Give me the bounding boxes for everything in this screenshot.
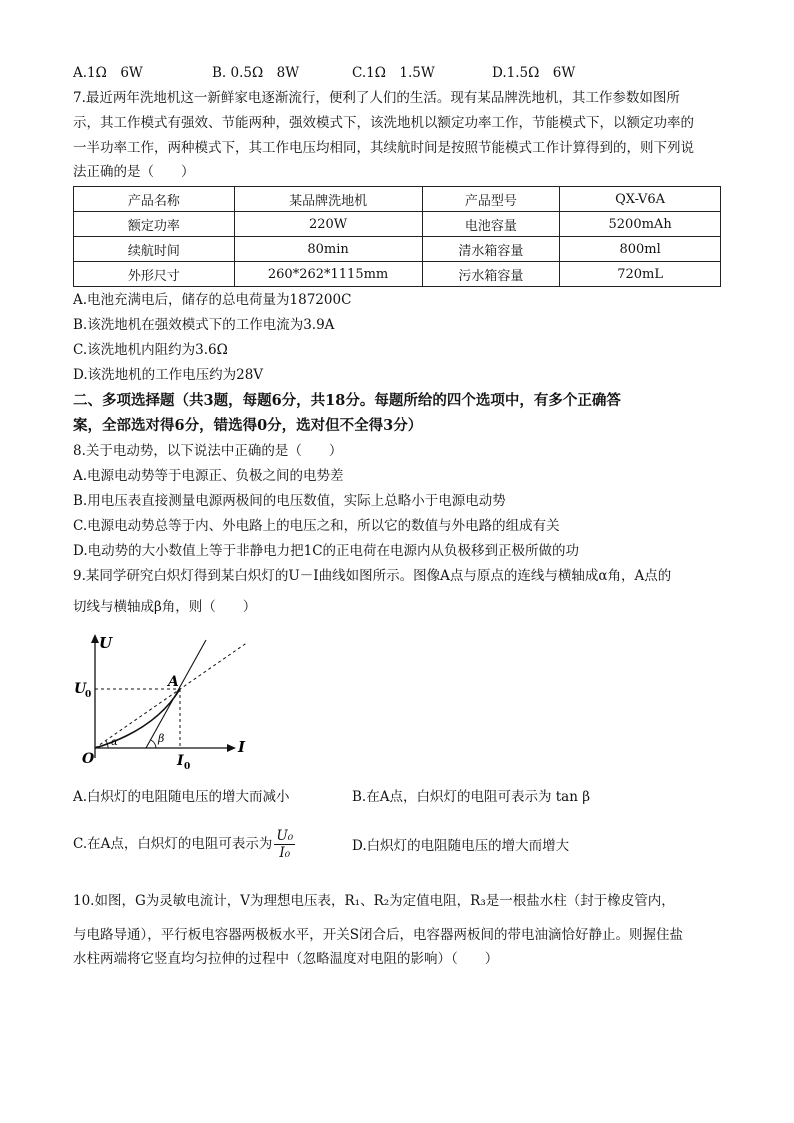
q7-stem-line-1: 7.最近两年洗地机这一新鲜家电逐渐流行，便利了人们的生活。现有某品牌洗地机，其工作参数如图所 xyxy=(73,90,680,106)
u-axis-arrow xyxy=(91,634,99,643)
q10-stem-line-3: 水柱两端将它竖直均匀拉伸的过程中（忽略温度对电阻的影响）（ ） xyxy=(73,951,499,967)
q7-option-d: D.该洗地机的工作电压约为28V xyxy=(73,367,264,383)
i0-label: I xyxy=(177,753,184,769)
origin-label: O xyxy=(82,751,95,767)
q10-stem-line-1: 10.如图，G为灵敏电流计，V为理想电压表，R₁、R₂为定值电阻，R₃是一根盐水柱（封于橡皮管内， xyxy=(73,893,675,909)
table-cell: 额定功率 xyxy=(74,212,235,237)
q6-option-c: C.1Ω 1.5W xyxy=(352,65,435,81)
u-axis-label: U xyxy=(99,634,113,652)
u0-label: U xyxy=(74,681,87,697)
q8-option-a: A.电源电动势等于电源正、负极之间的电势差 xyxy=(73,468,344,484)
u0-over-i0-fraction xyxy=(274,828,295,861)
beta-label: β xyxy=(158,732,165,745)
table-cell: 续航时间 xyxy=(74,237,235,262)
secant-line xyxy=(95,642,248,748)
fraction-denominator: I₀ xyxy=(279,845,291,861)
q6-option-b: B. 0.5Ω 8W xyxy=(212,65,300,81)
section-2-heading-line-1: 二、多项选择题（共3题，每题6分，共18分。每题所给的四个选项中，有多个正确答 xyxy=(73,392,621,409)
q9-option-c xyxy=(73,826,295,862)
q6-options xyxy=(73,63,713,83)
table-row xyxy=(74,187,721,212)
table-cell: 清水箱容量 xyxy=(422,237,560,262)
q6-option-d: D.1.5Ω 6W xyxy=(492,65,576,81)
section-2-heading-line-2: 案，全部选对得6分，错选得0分，选对但不全得3分） xyxy=(73,417,423,434)
q7-stem-line-3: 一半功率工作，两种模式下，其工作电压均相同，其续航时间是按照节能模式工作计算得到的，则下列说 xyxy=(73,140,694,156)
table-row xyxy=(74,212,721,237)
q8-stem: 8.关于电动势，以下说法中正确的是（ ） xyxy=(73,443,343,459)
q7-spec-table xyxy=(73,186,721,287)
table-cell: QX-V6A xyxy=(560,187,721,212)
q7-stem-line-2: 示，其工作模式有强效、节能两种，强效模式下，该洗地机以额定功率工作，节能模式下，以额定功率的 xyxy=(73,115,694,131)
alpha-label: α xyxy=(111,737,118,748)
q7-option-a: A.电池充满电后，储存的总电荷量为187200C xyxy=(73,292,352,308)
table-cell: 电池容量 xyxy=(422,212,560,237)
q8-option-d: D.电动势的大小数值上等于非静电力把1C的正电荷在电源内从负极移到正极所做的功 xyxy=(73,543,580,559)
beta-arc xyxy=(151,740,156,748)
q6-option-a: A.1Ω 6W xyxy=(73,65,143,81)
table-cell: 800ml xyxy=(560,237,721,262)
table-cell: 产品型号 xyxy=(422,187,560,212)
q7-option-b: B.该洗地机在强效模式下的工作电流为3.9A xyxy=(73,317,335,333)
q8-option-b: B.用电压表直接测量电源两极间的电压数值，实际上总略小于电源电动势 xyxy=(73,493,506,509)
q9-option-c-text: C.在A点，白炽灯的电阻可表示为 xyxy=(73,836,273,852)
table-cell: 80min xyxy=(234,237,422,262)
q7-option-c: C.该洗地机内阻约为3.6Ω xyxy=(73,342,228,358)
q7-stem-line-4: 法正确的是（ ） xyxy=(73,164,195,180)
table-row xyxy=(74,237,721,262)
q9-ui-curve-figure xyxy=(70,630,260,770)
i0-subscript: 0 xyxy=(184,762,191,770)
q9-option-a: A.白炽灯的电阻随电压的增大而减小 xyxy=(73,789,290,805)
u-i-curve xyxy=(95,689,180,748)
q9-option-d: D.白炽灯的电阻随电压的增大而增大 xyxy=(352,838,570,854)
table-cell: 720mL xyxy=(560,262,721,287)
table-cell: 产品名称 xyxy=(74,187,235,212)
i-axis-label: I xyxy=(238,738,246,756)
point-a-label: A xyxy=(168,674,179,690)
table-cell: 外形尺寸 xyxy=(74,262,235,287)
table-cell: 220W xyxy=(234,212,422,237)
u0-subscript: 0 xyxy=(85,690,92,700)
table-cell: 5200mAh xyxy=(560,212,721,237)
i-axis-arrow xyxy=(227,744,236,752)
table-cell: 260*262*1115mm xyxy=(234,262,422,287)
q9-stem-line-1: 9.某同学研究白炽灯得到某白炽灯的U－I曲线如图所示。图像A点与原点的连线与横轴成α角，A点的 xyxy=(73,568,672,584)
q10-stem-line-2: 与电路导通），平行板电容器两极板水平，开关S闭合后，电容器两板间的带电油滴恰好静止。则握住盐 xyxy=(73,927,683,943)
q8-option-c: C.电源电动势总等于内、外电路上的电压之和，所以它的数值与外电路的组成有关 xyxy=(73,518,560,534)
table-row xyxy=(74,262,721,287)
q9-stem-line-2: 切线与横轴成β角，则（ ） xyxy=(73,599,257,615)
table-cell: 污水箱容量 xyxy=(422,262,560,287)
table-cell: 某品牌洗地机 xyxy=(234,187,422,212)
q9-option-b: B.在A点，白炽灯的电阻可表示为 tan β xyxy=(352,789,591,805)
fraction-numerator: U₀ xyxy=(276,828,294,844)
